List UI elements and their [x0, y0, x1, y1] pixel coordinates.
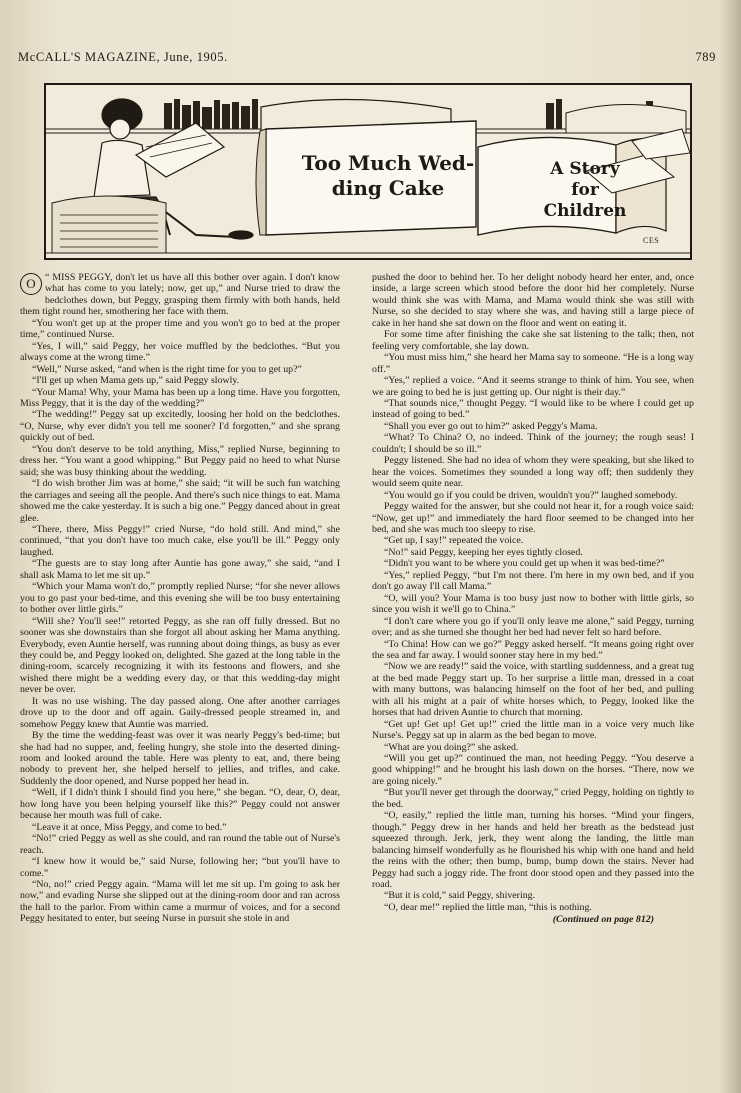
story-title	[274, 151, 502, 201]
story-paragraph: For some time after finishing the cake she sat listening to the talk; then, not feeling very comfortable, she lay down.	[372, 329, 694, 352]
story-paragraph: “Which your Mama won't do,” promptly replied Nurse; “for she never allows you to go past your bed-time, and this evening she will be too busy entertaining to bother over little girls.”	[20, 581, 340, 616]
story-paragraph: pushed the door to behind her. To her delight nobody heard her enter, and, once inside, a large screen which stood before the door hid her completely. Nurse would think she was with Mama, and Mama would think she was still with Nurse, so she decided to stay where she was, and having still a large piece of cake in her hand she sat down on the floor and went on eating it.	[372, 272, 694, 329]
story-paragraph: “Yes,” replied a voice. “And it seems strange to think of him. You see, when we are going to bed he is just getting up. Our night is their day.”	[372, 375, 694, 398]
story-paragraph: “Will she? You'll see!” retorted Peggy, as she ran off fully dressed. But no sooner was she downstairs than she forgot all about asking her Mama anything. Everybody, even Auntie herself, was running about doing things, as busy as ever they could be, and Peggy looked on, delighted. She gazed at the long table in the dining-room, scarcely recognizing it with its festoons and flowers, and she wished there might be a wedding every day, or that this wedding-day might never be over.	[20, 615, 340, 696]
story-column-right	[372, 272, 694, 926]
story-paragraph	[20, 272, 340, 318]
story-paragraph: “Well, if I didn't think I should find you here,” she began. “O, dear, O, dear, how long have you been helping yourself like this?” Peggy could not answer because her mouth was full of cake.	[20, 787, 340, 822]
story-paragraph: “Didn't you want to be where you could get up when it was bed-time?”	[384, 558, 665, 570]
story-paragraph: “Yes,” replied Peggy, “but I'm not there. I'm here in my own bed, and if you don't go away I'll call Mama.”	[372, 569, 694, 593]
story-paragraph: “That sounds nice,” thought Peggy. “I would like to be where I could get up instead of going to bed.”	[372, 397, 694, 421]
story-title-line: Too Much Wed-	[301, 151, 475, 175]
story-paragraph: Peggy waited for the answer, but she could not hear it, for a rough voice said: “Now, get up!” and immediately the hard floor seemed to be changed into her bed, and she was much too sleepy to rise.	[372, 501, 694, 535]
story-paragraph: “Well,” Nurse asked, “and when is the right time for you to get up?”	[32, 363, 302, 375]
story-paragraph: “You must miss him,” she heard her Mama say to someone. “He is a long way off.”	[372, 352, 694, 375]
story-paragraph: “I don't care where you go if you'll only leave me alone,” said Peggy, turning over; and as she turned she thought her bed had never felt so hard before.	[372, 615, 694, 639]
story-paragraph: “Now we are ready!” said the voice, with startling suddenness, and a great tug at the bed made Peggy start up. To her surprise a little man, dressed in a coat with many buttons, was balancing himself on the foot of her bed, and pulling with all his might at a pair of white horses which, to Peggy, looked like the horses that had driven Auntie to church that morning.	[372, 661, 694, 719]
story-paragraph: “There, there, Miss Peggy!” cried Nurse, “do hold still. And mind,” she continued, “that you don't have too much cake, else you'll be ill.” Peggy only laughed.	[20, 523, 340, 558]
story-paragraph: “What? To China? O, no indeed. Think of the journey; the rough seas! I couldn't; I should be so ill.”	[372, 432, 694, 455]
story-paragraph: “But it is cold,” said Peggy, shivering.	[384, 890, 536, 902]
running-header	[18, 50, 718, 66]
story-paragraph: It was no use wishing. The day passed along. One after another carriages drove up to the door and off again. Gaily-dressed people streamed in, and somehow Peggy knew that Auntie was married.	[20, 695, 340, 730]
story-paragraph: “Get up, I say!” repeated the voice.	[384, 535, 524, 547]
magazine-title: McCALL'S MAGAZINE, June, 1905.	[18, 50, 228, 64]
story-paragraph: “I'll get up when Mama gets up,” said Peggy slowly.	[32, 375, 240, 387]
story-paragraph: “Your Mama! Why, your Mama has been up a long time. Have you forgotten, Miss Peggy, that it is the day of the wedding?”	[20, 386, 340, 409]
story-paragraph: “No!” cried Peggy as well as she could, and ran round the table out of Nurse's reach.	[20, 833, 340, 856]
story-paragraph: “The guests are to stay long after Auntie has gone away,” she said, “and I shall ask Mama to let me sit up.”	[20, 558, 340, 581]
story-paragraph: By the time the wedding-feast was over it was nearly Peggy's bed-time; but she had had no supper, and, feeling hungry, she stole into the deserted dining-room and looked around the table. Here was plenty to eat, and, there being nobody to prevent her, she helped herself to jellies, and trifles, and cake. Suddenly the door opened, and Nurse popped her head in.	[20, 730, 340, 787]
artist-signature: CES	[643, 236, 660, 245]
story-paragraph: “Will you get up?” continued the man, not heeding Peggy. “You deserve a good whipping!” and he brought his lash down on the horses. “There, now we are going nicely.”	[372, 753, 694, 787]
story-paragraph: “O, will you? Your Mama is too busy just now to bother with little girls, so since you wish it we'll go to China.”	[372, 592, 694, 616]
story-paragraph: Peggy listened. She had no idea of whom they were speaking, but she liked to hear the voices. Sometimes they sounded a long way off; then suddenly they would seem quite near.	[372, 455, 694, 490]
story-paragraph: “To China! How can we go?” Peggy asked herself. “It means going right over the sea and far away. I would sooner stay here in my bed.”	[372, 638, 694, 661]
paragraph-text: “ MISS PEGGY, don't let us have all this bother over again. I don't know what has come to you lately; now, get up,” and Nurse tried to draw the bedclothes down, but Peggy, grasping them firmly with both hands, held them tight round her, smothering her face with them.	[20, 272, 340, 318]
story-subtitle-line: for	[571, 180, 599, 200]
drop-cap: O	[20, 273, 42, 295]
story-paragraph: “The wedding!” Peggy sat up excitedly, loosing her hold on the bedclothes. “O, Nurse, why ever didn't you tell me sooner? I'd forgotten,” and she sprang quickly out of bed.	[20, 409, 340, 444]
story-paragraph: “No!” said Peggy, keeping her eyes tightly closed.	[384, 546, 583, 558]
story-paragraph: “You won't get up at the proper time and you won't go to bed at the proper time,” continued Nurse.	[20, 317, 340, 341]
story-paragraph: “Shall you ever go out to him?” asked Peggy's Mama.	[384, 420, 598, 432]
continued-note: (Continued on page 812)	[552, 914, 654, 926]
story-subtitle	[522, 159, 648, 222]
story-paragraph: “I do wish brother Jim was at home,” she said; “it will be such fun watching the carriages and seeing all the people. And there's such nice things to eat. Mama showed me the cake yesterday. It is such a big one.” Peggy danced about in great glee.	[20, 478, 340, 524]
story-paragraph: “You would go if you could be driven, wouldn't you?” laughed somebody.	[384, 489, 678, 501]
story-paragraph: “O, dear me!” replied the little man, “this is nothing.	[384, 901, 592, 913]
story-paragraph: “What are you doing?” she asked.	[384, 741, 519, 753]
story-banner-illustration	[44, 83, 692, 260]
story-paragraph: “But you'll never get through the doorway,” cried Peggy, holding on tightly to the bed.	[372, 787, 694, 810]
story-paragraph: “Get up! Get up! Get up!” cried the little man in a voice very much like Nurse's. Peggy sat up in alarm as the bed began to move.	[372, 718, 694, 742]
story-paragraph: “Yes, I will,” said Peggy, her voice muffled by the bedclothes. “But you always come at the wrong time.”	[20, 340, 340, 364]
story-paragraph: “I knew how it would be,” said Nurse, following her; “but you'll have to come.”	[20, 856, 340, 879]
story-column-left	[20, 272, 340, 925]
story-subtitle-line: Children	[543, 201, 627, 221]
page-number: 789	[695, 50, 716, 64]
story-paragraph: “You don't deserve to be told anything, Miss,” replied Nurse, beginning to dress her. “You want a good whipping.” But Peggy paid no heed to what Nurse said; she was busy thinking about the wedding.	[20, 443, 340, 478]
story-paragraph: “No, no!” cried Peggy again. “Mama will let me sit up. I'm going to ask her now,” and evading Nurse she slipped out at the dining-room door and ran across the hall to the parlor. From within came a murmur of voices, and for a second Peggy hesitated to enter, but seeing Nurse in pursuit she stole in and	[20, 879, 340, 925]
story-paragraph: “O, easily,” replied the little man, turning his horses. “Mind your fingers, though.” Peggy drew in her hands and held her breath as the bedstead just squeezed through. Jerk, jerk, they went along the landing, the little man balancing himself wonderfully as he flourished his whip with one hand and held the reins with the other; then bump, bump, bump down the stairs. Never had Peggy had such a joggy ride. The front door stood open and they passed into the road.	[372, 810, 694, 891]
story-paragraph: “Leave it at once, Miss Peggy, and come to bed.”	[32, 821, 227, 833]
page-edge-shadow	[719, 0, 741, 1093]
story-title-line: ding Cake	[331, 176, 445, 200]
story-subtitle-line: A Story	[550, 159, 620, 179]
